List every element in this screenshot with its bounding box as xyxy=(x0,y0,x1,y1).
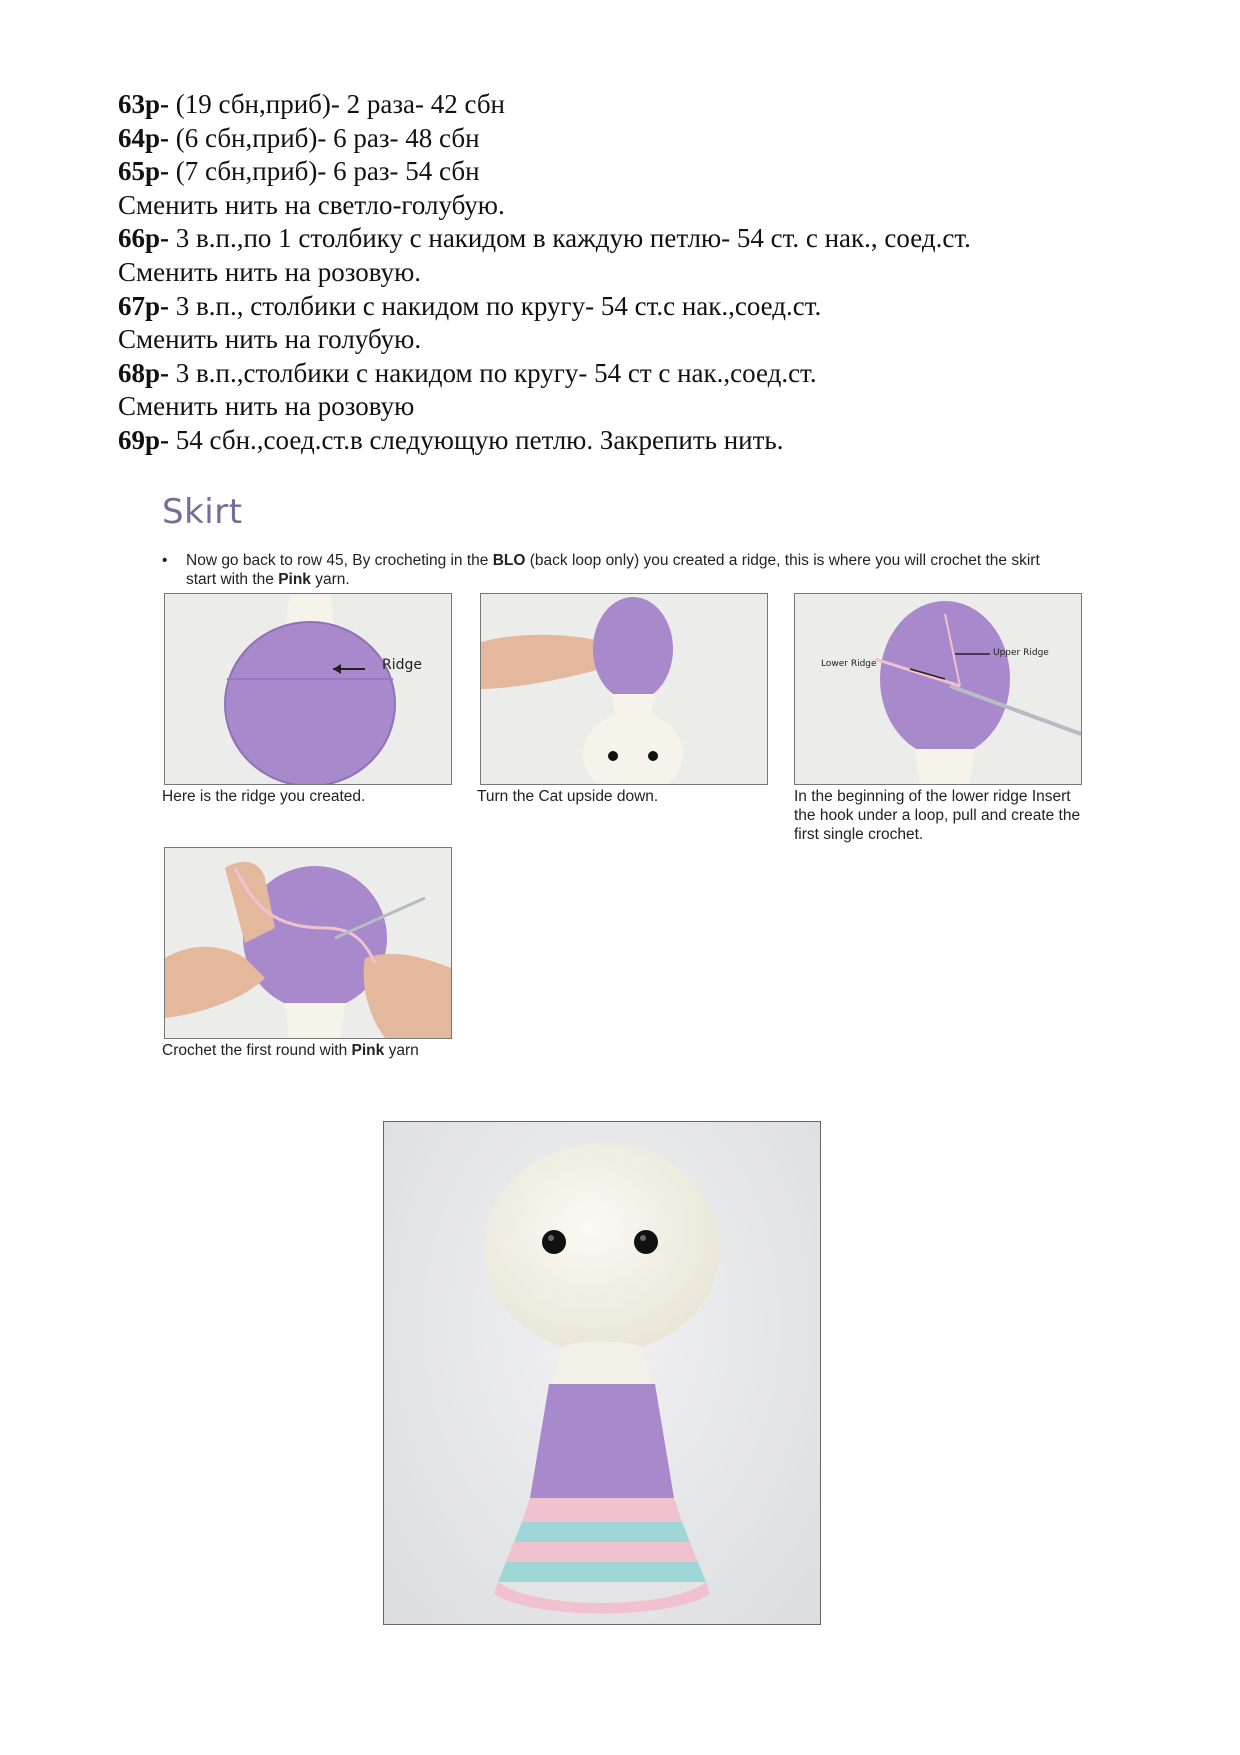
lower-ridge-label: Lower Ridge xyxy=(821,659,877,669)
upside-down-photo-illustration xyxy=(481,594,767,784)
row-63: 63р- (19 сбн,приб)- 2 раза- 42 сбн xyxy=(118,89,505,119)
photo-ridge-caption: Here is the ridge you created. xyxy=(162,788,366,805)
first-round-photo-illustration xyxy=(165,848,451,1038)
lower-ridge-photo-illustration xyxy=(795,594,1081,784)
finished-doll-photo xyxy=(383,1121,821,1625)
skirt-bullet xyxy=(162,551,1062,589)
color-change-note: Сменить нить на розовую xyxy=(118,391,415,422)
row-64: 64р- (6 сбн,приб)- 6 раз- 48 сбн xyxy=(118,122,480,153)
color-change-note: Сменить нить на светло-голубую. xyxy=(118,189,505,220)
photo-upside-down xyxy=(480,593,768,785)
row-67: 67р- 3 в.п., столбики с накидом по кругу- 54 ст.с нак.,соед.ст. xyxy=(118,290,822,321)
row-68: 68р- 3 в.п.,столбики с накидом по кругу- 54 ст с нак.,соед.ст. xyxy=(118,357,817,388)
ridge-label: Ridge xyxy=(382,657,423,673)
skirt-heading: Skirt xyxy=(162,492,243,532)
photo-upside-down-caption: Turn the Cat upside down. xyxy=(477,788,659,805)
row-65: 65р- (7 сбн,приб)- 6 раз- 54 сбн xyxy=(118,156,480,187)
photo-first-round xyxy=(164,847,452,1039)
photo-lower-ridge xyxy=(794,593,1082,785)
upper-ridge-label: Upper Ridge xyxy=(993,648,1049,658)
color-change-note: Сменить нить на голубую. xyxy=(118,324,422,355)
color-change-note: Сменить нить на розовую. xyxy=(118,256,422,287)
row-69: 69р- 54 сбн.,соед.ст.в следующую петлю. Закрепить нить. xyxy=(118,424,784,455)
ridge-photo-illustration xyxy=(165,594,451,784)
photo-first-round-caption: Crochet the first round with Pink yarn xyxy=(162,1042,419,1059)
row-66: 66р- 3 в.п.,по 1 столбику с накидом в каждую петлю- 54 ст. с нак., соед.ст. xyxy=(118,223,971,254)
photo-ridge xyxy=(164,593,452,785)
bullet-dot: • xyxy=(162,552,168,569)
finished-doll-illustration xyxy=(384,1122,820,1624)
row-instructions xyxy=(118,88,1118,458)
photo-lower-ridge-caption: In the beginning of the lower ridge Insert the hook under a loop, pull and create the first single crochet. xyxy=(794,788,1081,843)
skirt-bullet-text: Now go back to row 45, By crocheting in the BLO (back loop only) you created a ridge, this is where you will crochet the skirt start with the Pink yarn. xyxy=(186,552,1040,588)
